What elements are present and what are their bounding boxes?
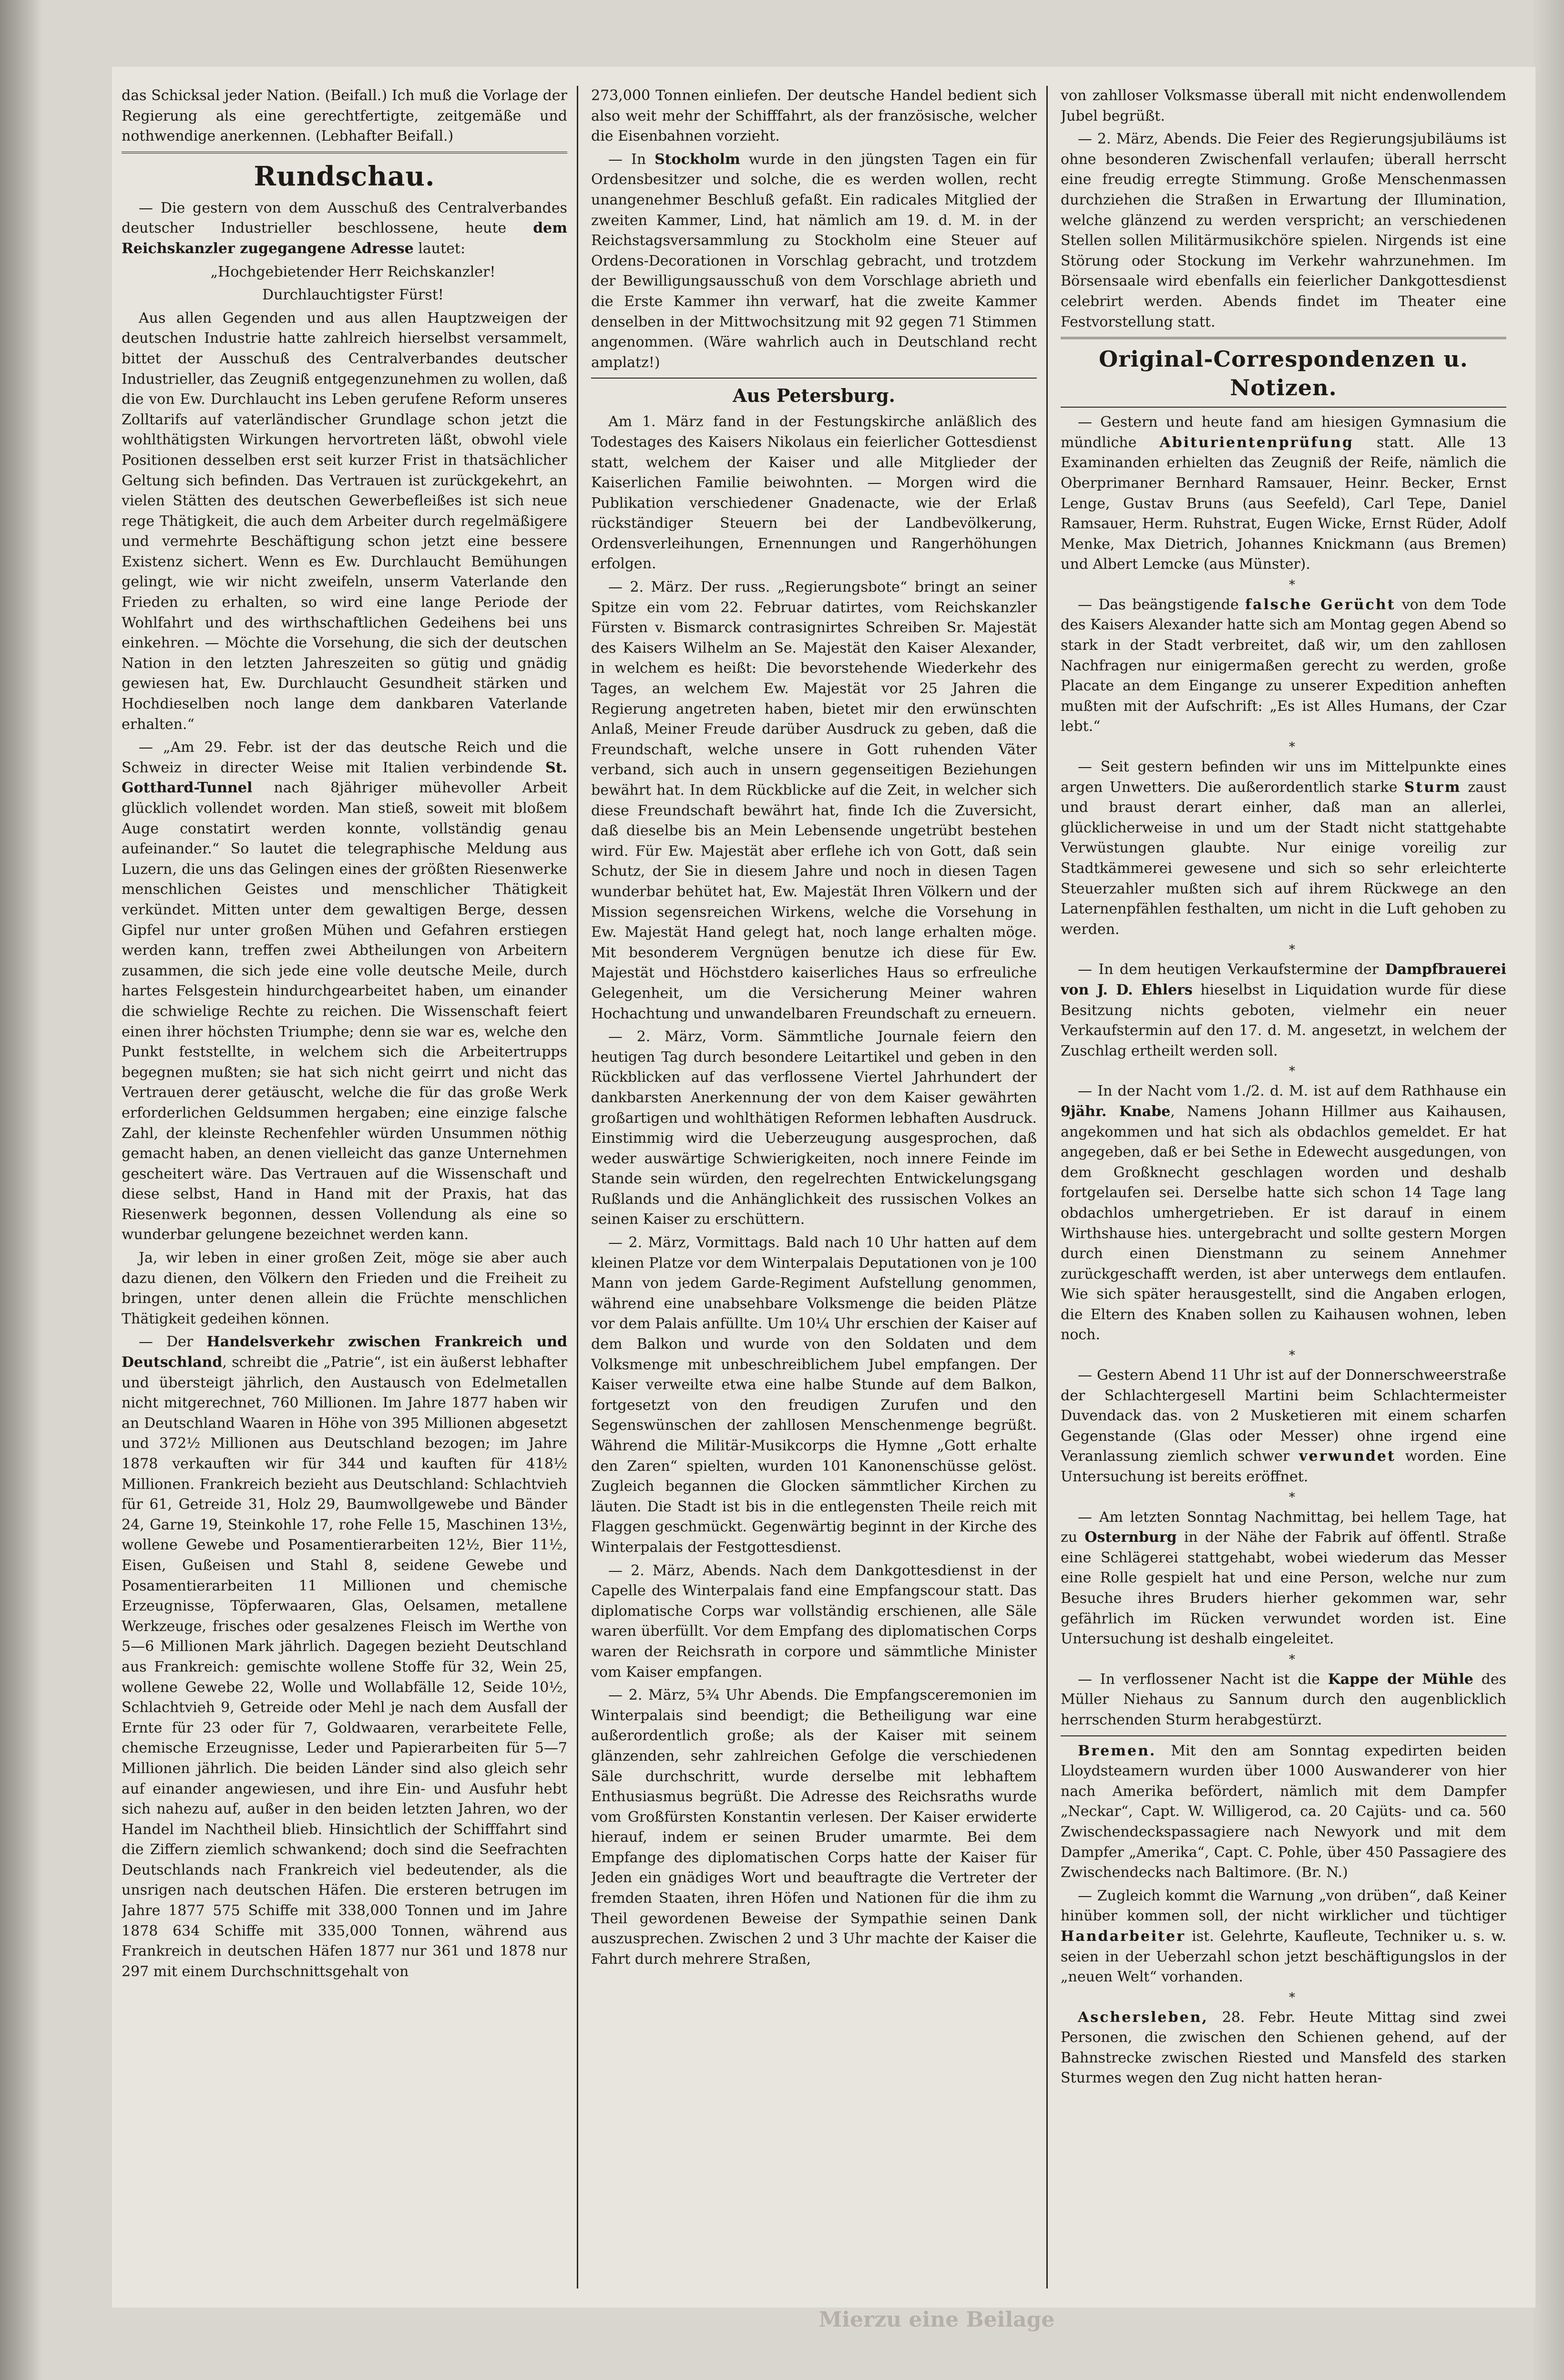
emphasis: Osternburg [1084,1529,1177,1546]
article-paragraph: — 2. März, Abends. Die Feier des Regierungsjubiläums ist ohne besonderen Zwischenfall verlaufen; überall herrscht eine freudig erregte Stimmung. Große Menschenmassen durchziehen die Straßen in Erwartung der Illumination, welche glänzend zu werden verspricht; an verschiedenen Stellen sollen Militärmusikchöre spielen. Nirgends ist eine Störung oder Stockung im Verkehr wahrzunehmen. Im Börsensaale wird ebenfalls ein feierlicher Dankgottesdienst celebrirt werden. Abends findet im Theater eine Festvorstellung statt. [1061,131,1506,330]
article-paragraph: — 2. März, Vormittags. Bald nach 10 Uhr hatten auf dem kleinen Platze vor dem Winterpalais Deputationen von je 100 Mann von jedem Garde-Regiment Aufstellung genommen, während eine unabsehbare Volksmenge die beiden Plätze vor dem Palais anfüllte. Um 10¼ Uhr erschien der Kaiser auf dem Balkon und wurde von den Soldaten und dem Volksmenge mit unbeschreiblichem Jubel empfangen. Der Kaiser verweilte etwa eine halbe Stunde auf dem Balkon, fortgesetzt von den freudigen Zurufen und den Segenswünschen der zahllosen Menschenmenge begrüßt. Während die Militär-Musikcorps die Hymne „Gott erhalte den Zaren“ spielten, wurden 101 Kanonenschüsse gelöst. Zugleich begannen die Glocken sämmtlicher Kirchen zu läuten. Die Stadt ist bis in die entlegensten Theile reich mit Flaggen geschmückt. Gegenwärtig beginnt in der Kirche des Winterpalais der Festgottesdienst. [591,1234,1037,1556]
asterisk-separator: * [1289,1064,1295,1079]
emphasis: Bremen. [1078,1742,1156,1759]
column-1 [122,86,567,2298]
article-paragraph: — In verflossener Nacht ist die Kappe der Mühle des Müller Niehaus zu Sannum durch den augenblicklich herrschenden Sturm herabgestürzt. [1061,1671,1506,1728]
section-divider [1061,407,1506,408]
article-paragraph: Aschersleben, 28. Febr. Heute Mittag sind zwei Personen, die zwischen den Schienen gehend, auf der Bahnstrecke zwischen Riested und Mansfeld des starken Sturmes wegen den Zug nicht hatten heran- [1061,2009,1506,2087]
emphasis: dem Reichskanzler zugegangene Adresse [122,220,567,257]
section-divider [591,378,1037,379]
section-heading-rundschau: Rundschau. [254,160,435,192]
section-divider [1061,337,1506,339]
asterisk-separator: * [1289,1990,1295,2005]
emphasis: falsche Gerücht [1245,596,1396,613]
emphasis: Aschersleben, [1078,2009,1208,2026]
column-rule-2 [1046,86,1048,2288]
column-2 [591,86,1037,2298]
section-divider [1061,1735,1506,1736]
article-paragraph: — In Stockholm wurde in den jüngsten Tagen ein für Ordensbesitzer und solche, die es werden wollen, recht unangenehmer Beschluß gefaßt. Ein radicales Mitglied der zweiten Kammer, Lind, hat nämlich am 19. d. M. in der Reichstagsversammlung zu Stockholm eine Steuer auf Ordens-Decorationen in Vorschlag gebracht, und trotzdem der Bewilligungsausschuß von dem Vorschlage abrieth und die Erste Kammer ihn verwarf, hat die zweite Kammer denselben in der Mittwochsitzung mit 92 gegen 71 Stimmen angenommen. (Wäre wahrlich auch in Deutschland recht amplatz!) [591,151,1037,371]
article-paragraph: das Schicksal jeder Nation. (Beifall.) Ich muß die Vorlage der Regierung als eine gerechtfertigte, zeitgemäße und nothwendige anerkennen. (Lebhafter Beifall.) [122,87,567,145]
article-paragraph: Bremen. Mit den am Sonntag expedirten beiden Lloydsteamern wurden über 1000 Auswanderer von hier nach Amerika befördert, nämlich mit dem Dampfer „Neckar“, Capt. W. Willigerod, ca. 20 Cajüts- und ca. 560 Zwischendeckspassagiere nach Newyork und mit dem Dampfer „Amerika“, Capt. C. Pohle, über 450 Passagiere des Zwischendecks nach Baltimore. (Br. N.) [1061,1742,1506,1881]
article-paragraph: — In dem heutigen Verkaufstermine der Dampfbrauerei von J. D. Ehlers hieselbst in Liquidation wurde für diese Besitzung nichts geboten, vielmehr ein neuer Verkaufstermin auf den 17. d. M. angesetzt, in welchem der Zuschlag ertheilt werden soll. [1061,961,1506,1059]
asterisk-separator: * [1289,577,1295,592]
article-paragraph: — 2. März, Abends. Nach dem Dankgottesdienst in der Capelle des Winterpalais fand eine Empfangscour statt. Das diplomatische Corps war vollständig erschienen, alle Säle waren überfüllt. Vor dem Empfang des diplomatischen Corps waren der Reichsrath in corpore und sämmtliche Minister vom Kaiser empfangen. [591,1562,1037,1681]
article-paragraph: von zahlloser Volksmasse überall mit nicht endenwollendem Jubel begrüßt. [1061,87,1506,124]
article-paragraph: — Am letzten Sonntag Nachmittag, bei hellem Tage, hat zu Osternburg in der Nähe der Fabrik auf öffentl. Straße eine Schlägerei stattgehabt, wobei wiederum das Messer eine Rolle gespielt hat und eine Person, welche nur zum Besuche ihres Bruders hierher gekommen war, sehr gefährlich im Rücken verwundet worden ist. Eine Untersuchung ist deshalb eingeleitet. [1061,1508,1506,1648]
article-paragraph: — Die gestern von dem Ausschuß des Centralverbandes deutscher Industrieller beschlossene, heute dem Reichskanzler zugegangene Adresse lautet: [122,199,567,257]
section-divider [122,152,567,154]
article-paragraph: — Gestern und heute fand am hiesigen Gymnasium die mündliche Abiturientenprüfung statt. Alle 13 Examinanden erhielten das Zeugniß der Reife, nämlich die Oberprimaner Bernhard Ramsauer, Heinr. Becker, Ernst Lenge, Gustav Bruns (aus Seefeld), Carl Tepe, Daniel Ramsauer, Herm. Ruhstrat, Eugen Wicke, Ernst Rüder, Adolf Menke, Max Dietrich, Johannes Knickmann (aus Bremen) und Albert Lemcke (aus Münster). [1061,414,1506,573]
newspaper-page [112,67,1535,2332]
asterisk-separator: * [1289,943,1295,957]
asterisk-separator: * [1289,1348,1295,1363]
emphasis: Stockholm [654,151,740,168]
article-paragraph: Am 1. März fand in der Festungskirche anläßlich des Todestages des Kaisers Nikolaus ein feierlicher Gottesdienst statt, welchem der Kaiser und alle Mitglieder der Kaiserlichen Familie beiwohnten. — Morgen wird die Publikation verschiedener Gnadenacte, wie der Erlaß rückständiger Steuern bei der Landbevölkerung, Ordensverleihungen, Ernennungen und Rangerhöhungen erfolgen. [591,413,1037,573]
column-3 [1061,86,1506,2298]
column-rule-1 [577,86,578,2288]
article-paragraph: — „Am 29. Febr. ist der das deutsche Reich und die Schweiz in directer Weise mit Italien verbindende St. Gotthard-Tunnel nach 8jähriger mühevoller Arbeit glücklich vollendet worden. Man stieß, soweit mit bloßem Auge constatirt werden konnte, vollständig genau aufeinander.“ So lautet die telegraphische Meldung aus Luzern, die uns das Gelingen eines der größten Riesenwerke menschlichen Geistes und menschlicher Thätigkeit verkündet. Mitten unter dem gewaltigen Berge, dessen Gipfel nur unter großen Mühen und Gefahren erstiegen werden kann, treffen zwei Abtheilungen von Arbeitern zusammen, die sich jede eine volle deutsche Meile, durch hartes Felsgestein hindurchgearbeitet haben, um einander die schwielige Rechte zu reichen. Die Wissenschaft feiert einen ihrer höchsten Triumphe; denn sie war es, welche den Punkt feststellte, in welchem sich die Arbeitertrupps begegnen mußten; sie hat sich nicht geirrt und nicht das Vertrauen derer getäuscht, welche die für das große Werk erforderlichen Geldsummen hergaben; eine einzige falsche Zahl, der kleinste Rechenfehler würden Unsummen nöthig gemacht haben, an denen vielleicht das ganze Unternehmen gescheitert wäre. Das Vertrauen auf die Wissenschaft und diese selbst, Hand in Hand mit der Praxis, hat das Riesenwerk begonnen, dessen Vollendung als eine so wunderbar gelungene bezeichnet werden kann. [122,739,567,1243]
section-heading-correspondenzen: Original-Correspondenzen u. Notizen. [1099,346,1468,401]
article-paragraph: — 2. März, Vorm. Sämmtliche Journale feiern den heutigen Tag durch besondere Leitartikel und geben in den Rückblicken auf das verflossene Viertel Jahrhundert der dankbarsten Anerkennung der von dem Kaiser gewährten großartigen und wohlthätigen Reformen lebhaften Ausdruck. Einstimmig wird die Ueberzeugung ausgesprochen, daß weder auswärtige Schwierigkeiten, noch innere Feinde im Stande sein würden, den regelrechten Entwickelungsgang Rußlands und die Anhänglichkeit des russischen Volkes an seinen Kaiser zu erschüttern. [591,1028,1037,1228]
article-paragraph: — Seit gestern befinden wir uns im Mittelpunkte eines argen Unwetters. Die außerordentlich starke Sturm zaust und braust derart einher, daß man an allerlei, glücklicherweise in und um der Stadt nicht stattgehabte Verwüstungen glaubte. Nur einige voreilig zur Stadtkämmerei gewesene und sich so sehr erleichterte Steuerzahler mußten sich auf ihrem Rückwege an den Laternenpfählen festhalten, um nicht in die Luft gehoben zu werden. [1061,759,1506,938]
article-paragraph: — Gestern Abend 11 Uhr ist auf der Donnerschweerstraße der Schlachtergesell Martini beim Schlachtermeister Duvendack das. von 2 Musketieren mit einem scharfen Gegenstande (Glas oder Messer) ohne irgend eine Veranlassung ziemlich schwer verwundet worden. Eine Untersuchung ist bereits eröffnet. [1061,1367,1506,1486]
asterisk-separator: * [1289,1490,1295,1505]
asterisk-separator: * [1289,740,1295,755]
article-paragraph: — Das beängstigende falsche Gerücht von dem Tode des Kaisers Alexander hatte sich am Montag gegen Abend so stark in der Stadt verbreitet, daß wir, um den zahllosen Nachfragen nur einigermaßen gerecht zu werden, große Placate an dem Eingange zu unserer Expedition anheften mußten mit der Aufschrift: „Es ist Alles Humans, der Czar lebt.“ [1061,596,1506,735]
salutation: Durchlauchtigster Fürst! [262,287,444,304]
article-paragraph: — In der Nacht vom 1./2. d. M. ist auf dem Rathhause ein 9jähr. Knabe, Namens Johann Hillmer aus Kaihausen, angekommen und hat sich als obdachlos gemeldet. Er hat angegeben, daß er bei Sethe in Edewecht ausgedungen, von dem Großknecht geschlagen worden und deshalb fortgelaufen sei. Derselbe hatte sich schon 14 Tage lang obdachlos umhergetrieben. Er ist darauf in einem Wirthshause hies. untergebracht und sollte gestern Morgen durch einen Dienstmann zu seinem Annehmer zurückgeschafft werden, ist aber unterwegs dem entlaufen. Wie sich später herausgestellt, sind die Angaben erlogen, die Eltern des Knaben sollen zu Kaihausen wohnen, leben noch. [1061,1083,1506,1344]
asterisk-separator: * [1289,1652,1295,1667]
emphasis: Kappe der Mühle [1328,1671,1473,1688]
emphasis: verwundet [1299,1448,1396,1465]
article-paragraph: — Zugleich kommt die Warnung „von drüben“, daß Keiner hinüber kommen soll, der nicht wirklicher und tüchtiger Handarbeiter ist. Gelehrte, Kaufleute, Techniker u. s. w. seien in der Ueberzahl schon jetzt beschäftigungslos in der „neuen Welt“ vorhanden. [1061,1887,1506,1986]
emphasis: Dampfbrauerei von J. D. Ehlers [1061,961,1506,998]
emphasis: Handelsverkehr zwischen Frankreich und Deutschland [122,1334,567,1371]
article-paragraph: Ja, wir leben in einer großen Zeit, möge sie aber auch dazu dienen, den Völkern den Frieden und die Freiheit zu bringen, unter denen allein die Früchte menschlichen Thätigkeit gedeihen können. [122,1250,567,1327]
emphasis: St. Gotthard-Tunnel [122,759,567,797]
article-paragraph: — 2. März. Der russ. „Regierungsbote“ bringt an seiner Spitze ein vom 22. Februar datirtes, vom Reichskanzler Fürsten v. Bismarck contrasignirtes Schreiben Sr. Majestät des Kaisers Wilhelm an Se. Majestät den Kaiser Alexander, in welchem es heißt: Die bevorstehende Wiederkehr des Tages, an welchem Ew. Majestät vor 25 Jahren die Regierung angetreten haben, bietet mir den erwünschten Anlaß, Meiner Freude darüber Ausdruck zu geben, daß die Freundschaft, welche unsere in Gott ruhenden Väter verband, sich auch in unsern gegenseitigen Beziehungen bewährt hat. In dem Rückblicke auf die Zeit, in welcher sich diese Freundschaft bewährt hat, finde Ich die Zuversicht, daß dieselbe bis an Mein Lebensende ungetrübt bestehen wird. Für Ew. Majestät aber erflehe ich von Gott, daß sein Schutz, der Sie in diesem Jahre und noch in diesen Tagen wunderbar behütet hat, Ew. Majestät Ihren Völkern und der Mission segensreichen Wirkens, welche die Vorsehung in Ew. Majestät Hand gelegt hat, noch lange erhalten möge. Mit besonderem Vergnügen benutze ich diese für Ew. Majestät und Höchstdero kaiserliches Haus so erfreuliche Gelegenheit, um die Versicherung Meiner wahren Hochachtung und unwandelbaren Freundschaft zu erneuern. [591,579,1037,1022]
emphasis: Sturm [1404,779,1462,796]
article-paragraph: — 2. März, 5¾ Uhr Abends. Die Empfangsceremonien im Winterpalais sind beendigt; die Betheiligung war eine außerordentlich große; als der Kaiser mit seinem glänzenden, sehr zahlreichen Gefolge die verschiedenen Säle durchschritt, wurde derselbe mit lebhaftem Enthusiasmus begrüßt. Die Adresse des Reichsraths wurde vom Großfürsten Konstantin verlesen. Der Kaiser erwiderte hierauf, indem er seinen Bruder umarmte. Bei dem Empfange des diplomatischen Corps hatte der Kaiser für Jeden ein gnädiges Wort und beauftragte die Vertreter der fremden Staaten, ihren Höfen und Nationen für die ihm zu Theil gewordenen Beweise der Sympathie seinen Dank auszusprechen. Zwischen 2 und 3 Uhr machte der Kaiser die Fahrt durch mehrere Straßen, [591,1687,1037,1968]
scan-edge-left [0,0,43,2380]
article-paragraph: Aus allen Gegenden und aus allen Hauptzweigen der deutschen Industrie hatte zahlreich hierselbst versammelt, bittet der Ausschuß des Centralverbandes deutscher Industrieller, das Zeugniß entgegenzunehmen zu wollen, daß die von Ew. Durchlaucht ins Leben gerufene Reform unseres Zolltarifs auf vaterländischer Grundlage schon jetzt die wohlthätigsten Wirkungen hervortreten läßt, obwohl viele Positionen desselben erst seit kurzer Frist in thatsächlicher Geltung sich befinden. Das Vertrauen ist zurückgekehrt, an vielen Stätten des deutschen Gewerbefleißes ist sich neue rege Thätigkeit, die auch dem Arbeiter durch regelmäßigere und vermehrte Beschäftigung schon jetzt eine bessere Existenz sichert. Wenn es Ew. Durchlaucht Bemühungen gelingt, wie wir nicht zweifeln, unserm Vaterlande den Frieden zu erhalten, so wird eine lange Periode der Wohlfahrt und des wirthschaftlichen Gedeihens bei uns einkehren. — Möchte die Vorsehung, die sich der deutschen Nation in den letzten Jahreszeiten so gütig und gnädig gewiesen hat, Ew. Durchlaucht Gesundheit stärken und Hochdieselben noch lange dem dankbaren Vaterlande erhalten.“ [122,309,567,733]
article-paragraph: 273,000 Tonnen einliefen. Der deutsche Handel bedient sich also weit mehr der Schifffahrt, als der französische, welcher die Eisenbahnen vorzieht. [591,87,1037,145]
emphasis: Abiturientenprüfung [1159,434,1354,451]
section-heading-petersburg: Aus Petersburg. [733,385,895,407]
scan-edge-right [1531,0,1564,2380]
bleed-through-text: Mierzu eine Beilage [818,2308,1055,2332]
salutation: „Hochgebietender Herr Reichskanzler! [210,263,496,280]
article-paragraph: — Der Handelsverkehr zwischen Frankreich und Deutschland, schreibt die „Patrie“, ist ein äußerst lebhafter und übersteigt jährlich, den Austausch von Edelmetallen nicht mitgerechnet, 760 Millionen. Im Jahre 1877 haben wir an Deutschland Waaren in Höhe von 395 Millionen abgesetzt und 372½ Millionen aus Deutschland bezogen; im Jahre 1878 verkauften wir für 344 und kauften für 418½ Millionen. Frankreich bezieht aus Deutschland: Schlachtvieh für 61, Getreide 31, Holz 29, Baumwollgewebe und Bänder 24, Garne 19, Steinkohle 17, rohe Felle 15, Maschinen 13½, wollene Gewebe und Posamentierarbeiten 12½, Bier 11½, Eisen, Gußeisen und Stahl 8, seidene Gewebe und Posamentierarbeiten 11 Millionen und chemische Erzeugnisse, Töpferwaaren, Glas, Oelsamen, metallene Werkzeuge, frisches oder gesalzenes Fleisch im Werthe von 5—6 Millionen Mark jährlich. Dagegen bezieht Deutschland aus Frankreich: gemischte wollene Stoffe für 32, Wein 25, wollene Gewebe 22, Wolle und Wollabfälle 12, Seide 10½, Schlachtvieh 9, Getreide oder Mehl je nach dem Ausfall der Ernte für 23 oder für 7, Goldwaaren, verarbeitete Felle, chemische Erzeugnisse, Leder und Papierarbeiten für 5—7 Millionen jährlich. Die beiden Länder sind also gleich sehr auf einander angewiesen, und ihre Ein- und Ausfuhr hebt sich nahezu auf, außer in den beiden letzten Jahren, wo der Handel im Nachtheil blieb. Hinsichtlich der Schifffahrt sind die Ziffern ziemlich schwankend; doch sind die Seefrachten Deutschlands nach Frankreich viel bedeutender, als die unsrigen nach deutschen Häfen. Die ersteren betrugen im Jahre 1877 575 Schiffe mit 338,000 Tonnen und im Jahre 1878 634 Schiffe mit 335,000 Tonnen, während aus Frankreich in deutschen Häfen 1877 nur 361 und 1878 nur 297 mit einem Durchschnittsgehalt von [122,1334,567,1980]
emphasis: Handarbeiter [1061,1928,1186,1945]
emphasis: 9jähr. Knabe [1061,1103,1171,1120]
